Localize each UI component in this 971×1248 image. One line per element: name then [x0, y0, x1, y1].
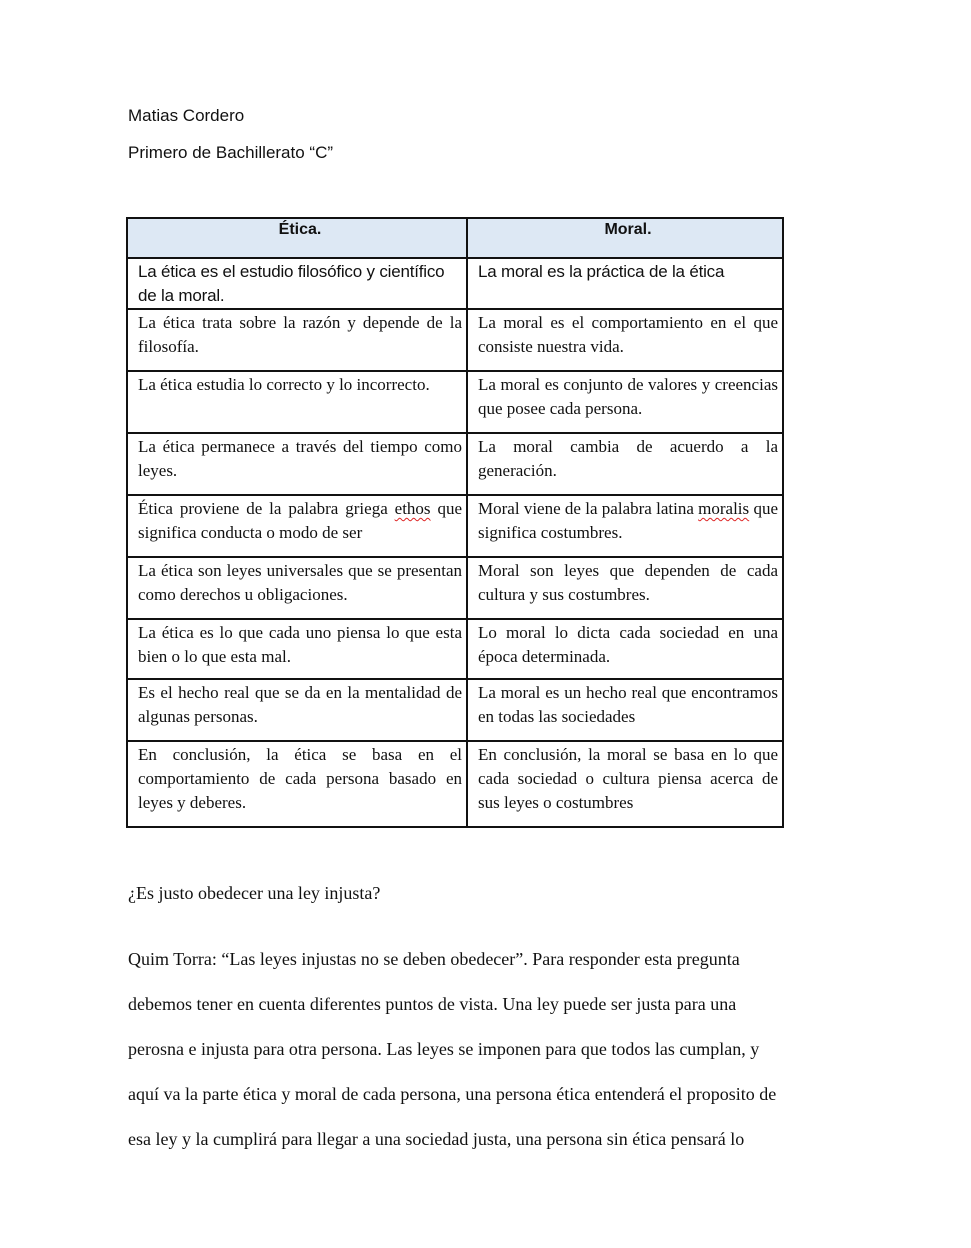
table-cell-etica [127, 495, 467, 557]
cell-text: que significa costumbres. [478, 499, 778, 542]
table-row [127, 679, 783, 741]
table-cell-etica: La ética permanece a través del tiempo como leyes. [127, 433, 467, 495]
ethics-vs-moral-table [126, 217, 784, 828]
table-cell-moral [467, 495, 783, 557]
table-row [127, 741, 783, 827]
table-cell-etica: La ética son leyes universales que se presentan como derechos u obligaciones. [127, 557, 467, 619]
table-cell-moral: Moral son leyes que dependen de cada cultura y sus costumbres. [467, 557, 783, 619]
table-cell-moral: Lo moral lo dicta cada sociedad en una época determinada. [467, 619, 783, 679]
essay-question: ¿Es justo obedecer una ley injusta? [128, 883, 381, 903]
table-cell-moral: La moral es conjunto de valores y creencias que posee cada persona. [467, 371, 783, 433]
table-header-row [127, 218, 783, 258]
spellcheck-flagged-word: ethos [394, 499, 431, 518]
table-row [127, 619, 783, 679]
cell-text: que significa conducta o modo de ser [138, 499, 462, 542]
table-cell-etica: La ética es lo que cada uno piensa lo que esta bien o lo que esta mal. [127, 619, 467, 679]
table-row [127, 495, 783, 557]
table-row [127, 309, 783, 371]
header-moral: Moral. [467, 218, 783, 258]
table-cell-moral: En conclusión, la moral se basa en lo que cada sociedad o cultura piensa acerca de sus leyes o costumbres [467, 741, 783, 827]
table-cell-etica: En conclusión, la ética se basa en el comportamiento de cada persona basado en leyes y deberes. [127, 741, 467, 827]
table-row [127, 433, 783, 495]
table-row [127, 371, 783, 433]
essay-line: esa ley y la cumplirá para llegar a una sociedad justa, una persona sin ética pensará lo [128, 1129, 745, 1149]
essay-line: Quim Torra: “Las leyes injustas no se deben obedecer”. Para responder esta pregunta [128, 949, 740, 969]
table-cell-etica: La ética estudia lo correcto y lo incorrecto. [127, 371, 467, 433]
table-cell-etica: La ética trata sobre la razón y depende de la filosofía. [127, 309, 467, 371]
header-etica: Ética. [127, 218, 467, 258]
table-cell-moral: La moral es la práctica de la ética [467, 258, 783, 309]
table-row [127, 557, 783, 619]
spellcheck-flagged-word: moralis [698, 499, 750, 518]
essay-line: debemos tener en cuenta diferentes puntos de vista. Una ley puede ser justa para una [128, 994, 737, 1014]
table-cell-etica: Es el hecho real que se da en la mentalidad de algunas personas. [127, 679, 467, 741]
cell-text: Ética proviene de la palabra griega [138, 499, 395, 518]
table-cell-moral: La moral es el comportamiento en el que consiste nuestra vida. [467, 309, 783, 371]
course-name: Primero de Bachillerato “C” [128, 143, 334, 162]
essay-line: aquí va la parte ética y moral de cada persona, una persona ética entenderá el proposito de [128, 1084, 777, 1104]
essay-body [128, 937, 828, 1162]
cell-text: Moral viene de la palabra latina [478, 499, 699, 518]
table-cell-etica: La ética es el estudio filosófico y científico de la moral. [127, 258, 467, 309]
table-row [127, 258, 783, 309]
table-cell-moral: La moral es un hecho real que encontramos en todas las sociedades [467, 679, 783, 741]
author-name: Matias Cordero [128, 106, 245, 125]
essay-line: perosna e injusta para otra persona. Las leyes se imponen para que todos las cumplan, y [128, 1039, 760, 1059]
table-cell-moral: La moral cambia de acuerdo a la generación. [467, 433, 783, 495]
